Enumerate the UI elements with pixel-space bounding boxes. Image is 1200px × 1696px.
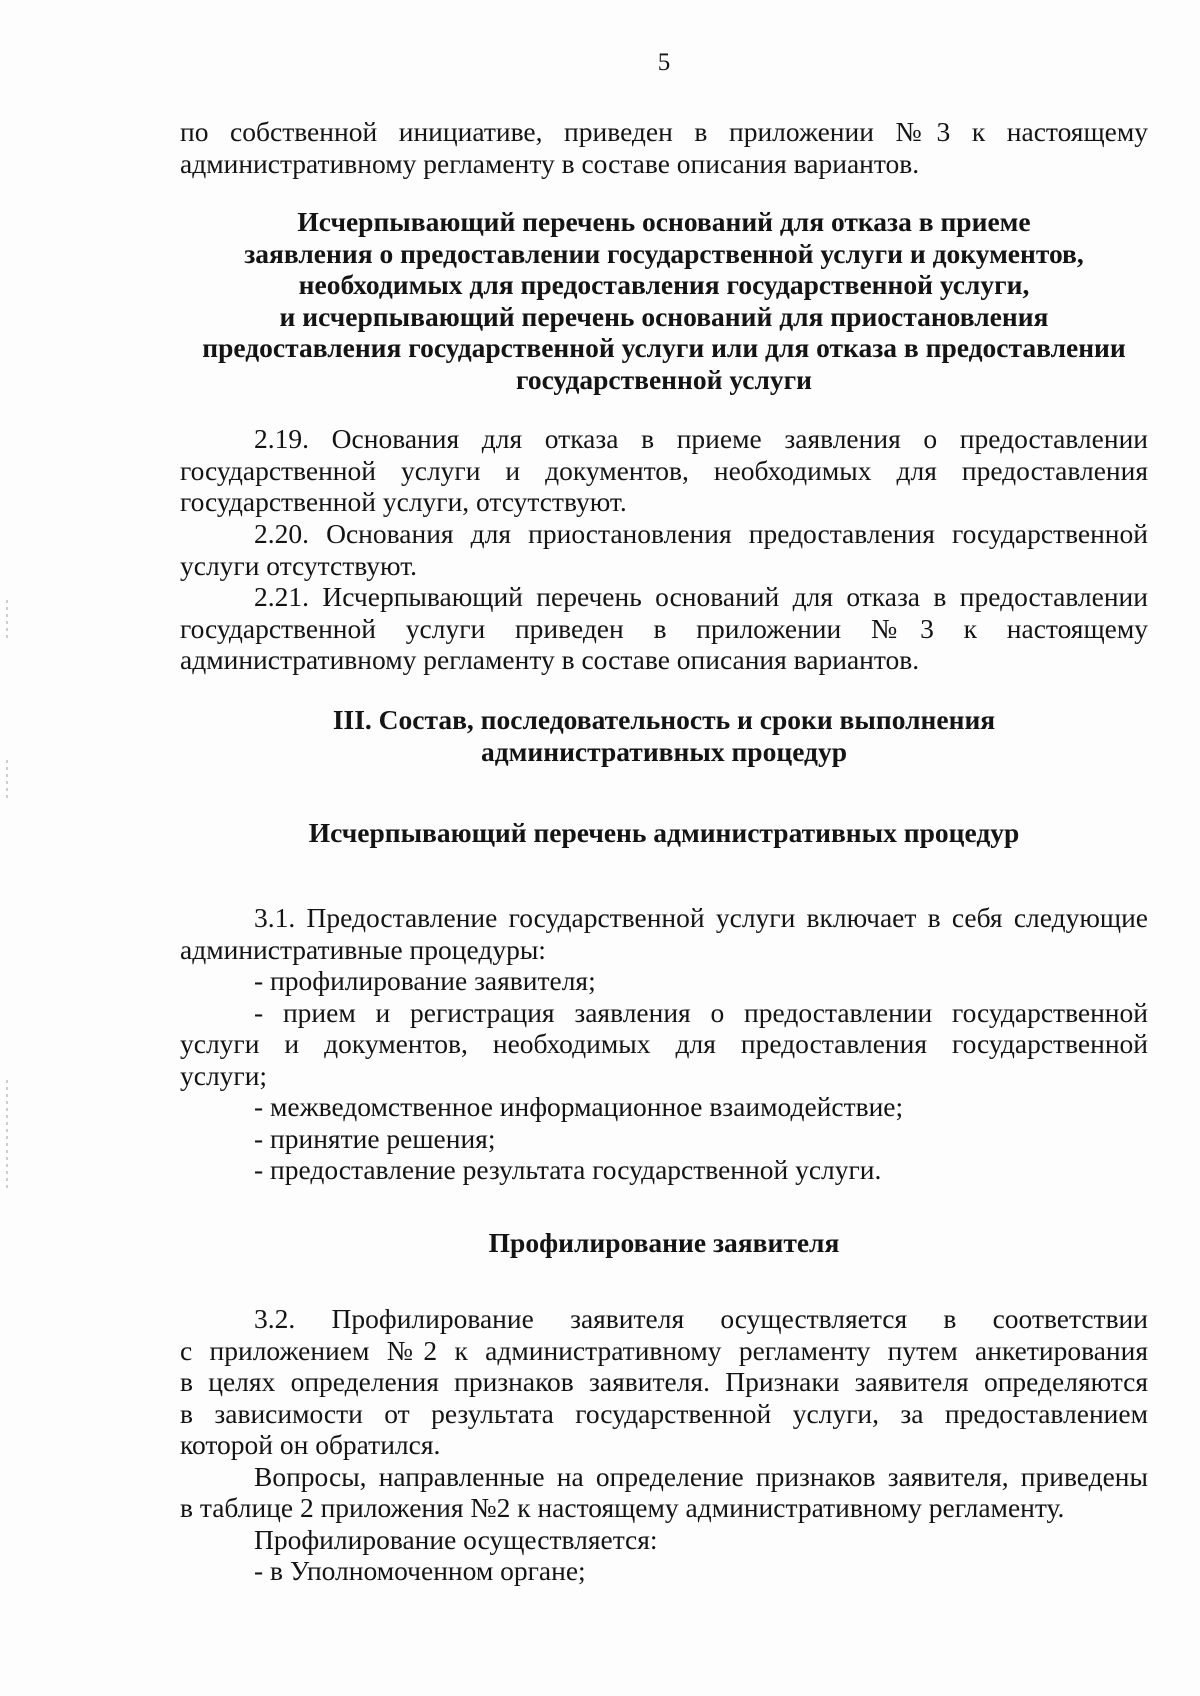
text-line: которой он обратился. xyxy=(180,1429,441,1460)
text-line: административному регламенту в составе описания вариантов. xyxy=(180,147,920,179)
heading-line: предоставления государственной услуги или для отказа в предоставлении xyxy=(202,332,1126,363)
heading-line: заявления о предоставлении государственной услуги и документов, xyxy=(244,237,1084,269)
heading-line: необходимых для предоставления государственной услуги, xyxy=(298,269,1030,300)
heading-line: III. Состав, последовательность и сроки выполнения xyxy=(332,704,996,735)
text-line: по собственной инициативе, приведен в приложении №3 к настоящему xyxy=(180,116,1148,147)
heading-line: Исчерпывающий перечень административных процедур xyxy=(308,817,1020,848)
paragraph-3-1 xyxy=(180,902,1148,1186)
text-line: в таблице 2 приложения №2 к настоящему административному регламенту. xyxy=(180,1492,1065,1523)
list-item: - прием и регистрация заявления о предоставлении государственной xyxy=(254,996,1148,1028)
heading-line: государственной услуги xyxy=(516,363,812,395)
heading-line: Исчерпывающий перечень оснований для отказа в приеме xyxy=(297,206,1031,237)
page-number: 5 xyxy=(657,49,671,76)
scan-artifact xyxy=(6,600,8,640)
text-line: 2.20. Основания для приостановления предоставления государственной xyxy=(254,518,1148,549)
text-line: в целях определения признаков заявителя. Признаки заявителя определяются xyxy=(180,1366,1148,1397)
intro-paragraph xyxy=(180,116,1148,179)
text-line: с приложением №2 к административному регламенту путем анкетирования xyxy=(180,1334,1148,1366)
scan-artifact xyxy=(6,1080,8,1190)
text-line: 3.2. Профилирование заявителя осуществляется в соответствии xyxy=(254,1303,1148,1334)
paragraph-2-19 xyxy=(180,423,1148,518)
list-item: - в Уполномоченном органе; xyxy=(254,1555,586,1586)
text-line: государственной услуги и документов, необходимых для предоставления xyxy=(180,454,1148,486)
list-item: - профилирование заявителя; xyxy=(254,965,596,996)
section-heading-refusal-grounds xyxy=(170,206,1158,395)
heading-line: административных процедур xyxy=(481,735,847,767)
paragraph-2-21 xyxy=(180,581,1148,676)
text-line: Профилирование осуществляется: xyxy=(254,1523,658,1555)
list-item: - предоставление результата государственной услуги. xyxy=(254,1154,882,1185)
section-heading-profiling xyxy=(170,1227,1158,1259)
heading-line: Профилирование заявителя xyxy=(488,1227,840,1258)
text-line: в зависимости от результата государственной услуги, за предоставлением xyxy=(180,1397,1148,1429)
text-line: государственной услуги приведен в приложении №3 к настоящему xyxy=(180,612,1148,644)
list-item: - межведомственное информационное взаимодействие; xyxy=(254,1091,904,1122)
text-line: административному регламенту в составе описания вариантов. xyxy=(180,644,920,675)
scan-artifact xyxy=(6,760,8,800)
text-line: административные процедуры: xyxy=(180,933,546,965)
text-line: услуги отсутствуют. xyxy=(180,549,418,581)
section-heading-iii xyxy=(170,704,1158,767)
list-item: - принятие решения; xyxy=(254,1122,496,1154)
text-line: 3.1. Предоставление государственной услуги включает в себя следующие xyxy=(254,902,1148,933)
text-line: Вопросы, направленные на определение признаков заявителя, приведены xyxy=(254,1460,1148,1492)
text-line: услуги и документов, необходимых для предоставления государственной xyxy=(180,1028,1148,1059)
text-line: 2.21. Исчерпывающий перечень оснований для отказа в предоставлении xyxy=(254,581,1148,612)
text-line: услуги; xyxy=(180,1059,268,1091)
section-heading-procedures-list xyxy=(170,817,1158,849)
heading-line: и исчерпывающий перечень оснований для приостановления xyxy=(279,300,1049,332)
paragraph-3-2 xyxy=(180,1303,1148,1587)
text-line: государственной услуги, отсутствуют. xyxy=(180,486,627,517)
text-line: 2.19. Основания для отказа в приеме заявления о предоставлении xyxy=(254,423,1148,454)
paragraph-2-20 xyxy=(180,518,1148,581)
